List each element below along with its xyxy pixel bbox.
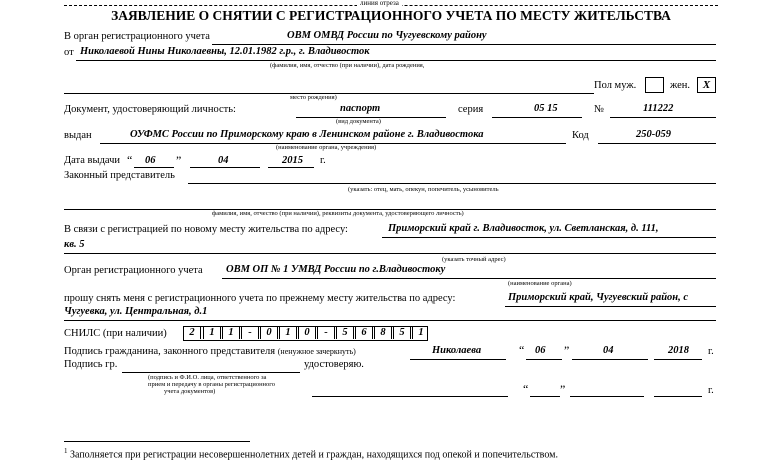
signature-label (64, 346, 356, 357)
representative-line-1 (188, 183, 716, 184)
applicant-hint: (фамилия, имя, отчество (при наличии), дата рождения, (270, 62, 425, 69)
new-address-hint: (указать точный адрес) (442, 256, 506, 263)
signature-year[interactable]: 2018 (668, 345, 689, 356)
signature-label-text: Подпись гражданина, законного представителя (64, 346, 276, 357)
new-address-value-1[interactable]: Приморский край г. Владивосток, ул. Светланская, д. 111, (388, 223, 659, 234)
page-title: ЗАЯВЛЕНИЕ О СНЯТИИ С РЕГИСТРАЦИОННОГО УЧЕТА ПО МЕСТУ ЖИТЕЛЬСТВА (111, 8, 671, 23)
signature2-hint-3: учета документов) (164, 388, 216, 395)
number-value[interactable]: 111222 (643, 103, 674, 114)
new-address-line-2 (64, 253, 716, 254)
new-address-line-1 (382, 237, 716, 238)
issue-year-line (268, 167, 314, 168)
signature-month-line (572, 359, 648, 360)
snils-digit: 2 (184, 327, 201, 339)
old-address-line-1 (505, 306, 716, 307)
footnote-mark: 1 (64, 447, 68, 455)
reg-organ-line (222, 278, 716, 279)
signature-close-quote: ” (564, 343, 570, 357)
issue-day-line (134, 167, 174, 168)
signature2-label: Подпись гр. (64, 359, 118, 370)
reg-organ-value[interactable]: ОВМ ОП № 1 УМВД России по г.Владивостоку (226, 264, 446, 275)
footnote-text: Заполняется при регистрации несовершеннолетних детей и граждан, находящихся под опекой и попечительством. (70, 449, 558, 461)
cut-line-label: линия отреза (357, 0, 402, 7)
old-address-value-2[interactable]: Чугуевка, ул. Центральная, д.1 (64, 306, 208, 317)
signature2-close-quote: ” (560, 382, 566, 396)
issued-hint: (наименование органа, учреждения) (276, 144, 377, 151)
snils-digit: 8 (374, 327, 392, 339)
document-type-hint: (вид документа) (336, 118, 381, 125)
series-label: серия (458, 104, 484, 115)
issue-year-suffix: г. (320, 155, 326, 166)
snils-digit: 1 (412, 327, 429, 339)
number-label: № (594, 104, 605, 115)
snils-digit: 0 (260, 327, 278, 339)
snils-digit: - (317, 327, 335, 339)
representative-hint-2: фамилия, имя, отчество (при наличии), реквизиты документа, удостоверяющего личность) (212, 210, 464, 217)
signature-open-quote: “ (519, 343, 525, 357)
snils-digit: 1 (222, 327, 240, 339)
signature2-year-suffix: г. (708, 385, 714, 396)
organ-value[interactable]: ОВМ ОМВД России по Чугуевскому району (287, 30, 487, 41)
sex-male-box[interactable] (645, 77, 664, 93)
organ-label: В орган регистрационного учета (64, 31, 210, 42)
birthplace-hint: место рождения) (290, 94, 337, 101)
code-value[interactable]: 250-059 (636, 129, 671, 140)
snils-digit: - (241, 327, 259, 339)
signature-name-line (410, 359, 506, 360)
sex-female-mark: X (702, 79, 711, 91)
representative-label: Законный представитель (64, 170, 175, 181)
series-line (492, 117, 582, 118)
organ-line (212, 44, 716, 45)
old-address-value-1[interactable]: Приморский край, Чугуевский район, с (508, 292, 689, 303)
signature-day-line (526, 359, 562, 360)
footnote-separator (64, 441, 250, 442)
signature-note: (ненужное зачеркнуть) (277, 347, 356, 356)
applicant-label: от (64, 47, 74, 58)
issue-date-close-quote: ” (176, 153, 182, 167)
issue-month[interactable]: 04 (218, 155, 229, 166)
issue-month-line (190, 167, 260, 168)
representative-hint-1: (указать: отец, мать, опекун, попечитель, усыновитель (348, 186, 499, 193)
document-label: Документ, удостоверяющий личность: (64, 104, 236, 115)
issue-date-label: Дата выдачи (64, 155, 121, 166)
signature2-open-quote: “ (523, 382, 529, 396)
snils-digit: 1 (203, 327, 221, 339)
code-label: Код (572, 130, 589, 141)
issue-date-open-quote: “ (127, 153, 133, 167)
signature-name[interactable]: Николаева (432, 345, 482, 356)
old-address-line-2 (64, 320, 716, 321)
signature2-verify: удостоверяю. (304, 359, 364, 370)
reg-organ-hint: (наименование органа) (508, 280, 572, 287)
old-address-label: прошу снять меня с регистрационного учета по прежнему месту жительства по адресу: (64, 293, 456, 304)
snils-digit: 6 (355, 327, 373, 339)
sex-female-label: жен. (670, 80, 691, 91)
applicant-line (76, 60, 716, 61)
signature2-day-line (530, 396, 560, 397)
snils-label: СНИЛС (при наличии) (64, 328, 167, 339)
signature-day[interactable]: 06 (535, 345, 546, 356)
signature2-hint-1: (подпись и Ф.И.О. лица, ответственного за (148, 374, 267, 381)
applicant-value[interactable]: Николаевой Нины Николаевны, 12.01.1982 г.р., г. Владивосток (80, 46, 370, 57)
snils-digit: 5 (336, 327, 354, 339)
issued-value[interactable]: ОУФМС России по Приморскому краю в Ленинском районе г. Владивостока (130, 129, 484, 140)
signature2-month-line (570, 396, 644, 397)
snils-digit: 0 (298, 327, 316, 339)
sex-male-label: Пол муж. (594, 80, 637, 91)
signature2-year-line (654, 396, 702, 397)
sex-female-box[interactable] (697, 77, 716, 93)
signature2-hint-2: прием и передачу в органы регистрационного (148, 381, 276, 388)
issue-day[interactable]: 06 (145, 155, 156, 166)
number-line (610, 117, 716, 118)
reg-organ-label: Орган регистрационного учета (64, 265, 203, 276)
new-address-label: В связи с регистрацией по новому месту жительства по адресу: (64, 224, 348, 235)
snils-digit: 5 (393, 327, 411, 339)
new-address-value-2[interactable]: кв. 5 (64, 239, 85, 250)
issue-year[interactable]: 2015 (282, 155, 303, 166)
issued-label: выдан (64, 130, 92, 141)
snils-boxes[interactable] (183, 326, 428, 341)
signature2-line (122, 372, 300, 373)
document-type[interactable]: паспорт (340, 103, 381, 114)
signature-month[interactable]: 04 (603, 345, 614, 356)
signature-year-line (654, 359, 702, 360)
series-value[interactable]: 05 15 (534, 103, 558, 114)
code-line (598, 143, 716, 144)
signature2-sign-line (312, 396, 508, 397)
snils-digit: 1 (279, 327, 297, 339)
footnote (64, 447, 558, 460)
signature-year-suffix: г. (708, 346, 714, 357)
